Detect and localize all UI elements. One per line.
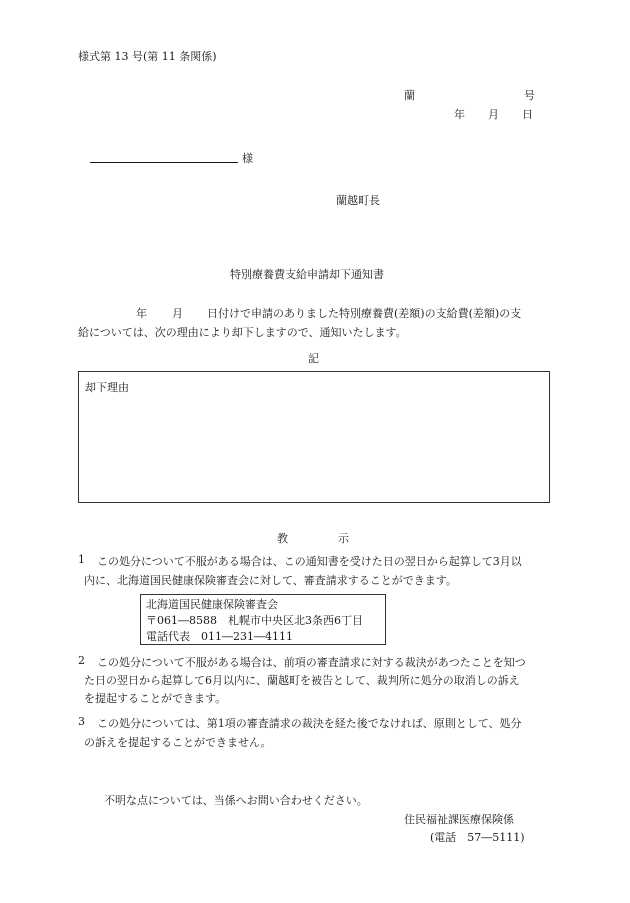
body-line-2: 給については、次の理由により却下しますので、通知いたします。 [78, 326, 407, 339]
document-title: 特別療養費支給申請却下通知書 [230, 268, 384, 281]
item-3-line-1: この処分については、第1項の審査請求の裁決を経た後でなければ、原則として、処分 [97, 717, 522, 730]
item-1-number: 1 [78, 553, 85, 566]
doc-number-prefix: 蘭 [404, 89, 415, 102]
reason-label: 却下理由 [85, 381, 129, 394]
address-name: 北海道国民健康保険審査会 [146, 598, 278, 611]
body-date-month: 月 [172, 307, 183, 320]
reason-box [78, 371, 550, 503]
recipient-suffix: 様 [242, 152, 253, 165]
item-2-line-1: この処分について不服がある場合は、前項の審査請求に対する裁決があつたことを知つ [97, 656, 526, 669]
address-postal: 〒061―8588 札幌市中央区北3条西6丁目 [146, 614, 363, 627]
instruction-heading-right: 示 [338, 532, 349, 545]
inquiry-note: 不明な点については、当係へお問い合わせください。 [104, 794, 368, 807]
department-phone: (電話 57―5111) [430, 831, 525, 844]
body-line-1: 日付けで申請のありました特別療養費(差額)の支給費(差額)の支 [207, 307, 522, 320]
ki-label: 記 [308, 352, 319, 365]
body-date-year: 年 [136, 307, 147, 320]
item-3-number: 3 [78, 715, 85, 728]
instruction-heading-left: 教 [277, 532, 288, 545]
address-phone: 電話代表 011―231―4111 [146, 630, 293, 643]
item-2-number: 2 [78, 654, 85, 667]
doc-number-suffix: 号 [524, 89, 535, 102]
issuer: 蘭越町長 [336, 194, 380, 207]
address-box [140, 594, 386, 645]
form-number: 様式第 13 号(第 11 条関係) [78, 50, 217, 63]
date-month: 月 [488, 108, 499, 121]
item-2-line-3: を提起することができます。 [84, 692, 227, 705]
date-year: 年 [454, 108, 465, 121]
recipient-underline [90, 162, 238, 163]
item-3-line-2: の訴えを提起することができません。 [84, 736, 272, 749]
department: 住民福祉課医療保険係 [404, 813, 514, 826]
item-2-line-2: た日の翌日から起算して6月以内に、蘭越町を被告として、裁判所に処分の取消しの訴え [84, 674, 520, 687]
date-day: 日 [522, 108, 533, 121]
item-1-line-1: この処分について不服がある場合は、この通知書を受けた日の翌日から起算して3月以 [97, 555, 522, 568]
item-1-line-2: 内に、北海道国民健康保険審査会に対して、審査請求することができます。 [84, 574, 457, 587]
